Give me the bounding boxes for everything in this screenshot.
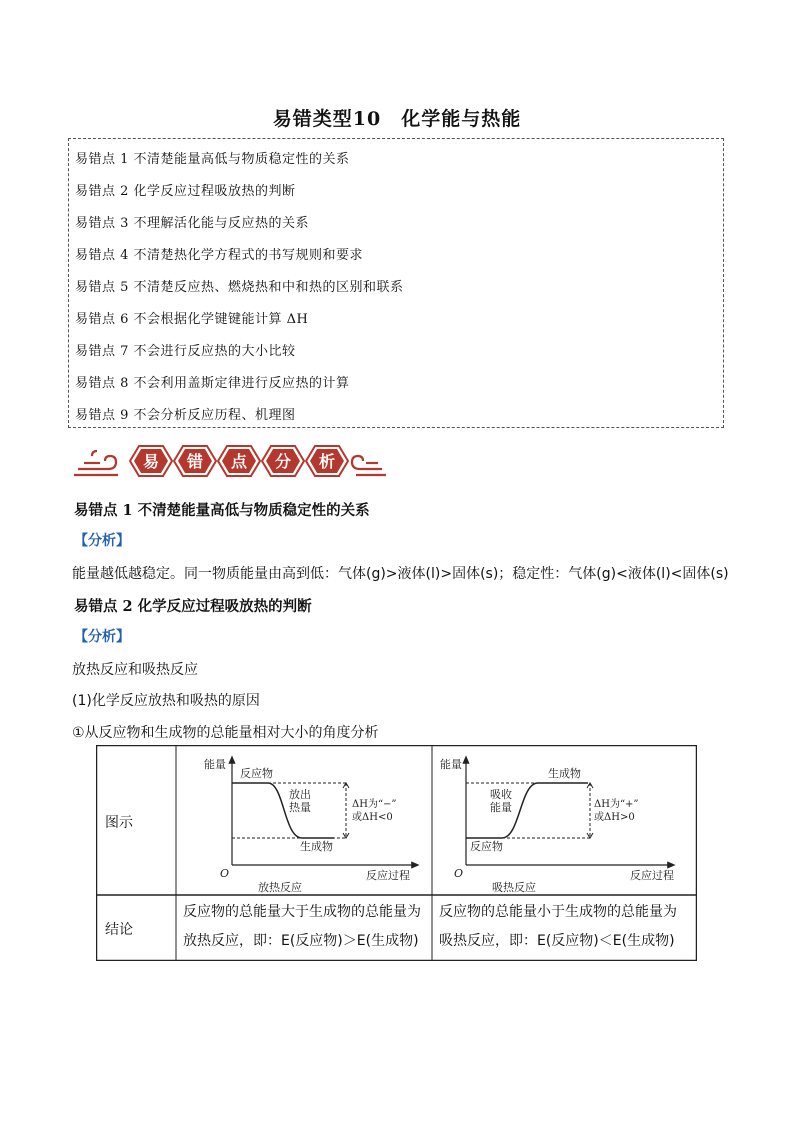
absorb-label-2: 能量 xyxy=(490,801,512,814)
section1-text: 能量越低越稳定。同一物质能量由高到低：气体(g)>液体(l)>固体(s)；稳定性：气体(g)<液体(l)<固体(s) xyxy=(72,566,729,582)
toc-item: 易错点 1 不清楚能量高低与物质稳定性的关系 xyxy=(75,152,350,167)
origin-label: O xyxy=(454,867,464,880)
section1-heading: 易错点 1 不清楚能量高低与物质稳定性的关系 xyxy=(74,502,370,519)
origin-label: O xyxy=(220,867,230,880)
toc-item: 易错点 8 不会利用盖斯定律进行反应热的计算 xyxy=(75,376,350,391)
dh-label-1: ΔH为“+” xyxy=(594,799,639,810)
error-points-list xyxy=(68,138,724,428)
absorb-label-1: 吸收 xyxy=(490,788,512,801)
exo-conclusion-line-2: 放热反应，即：E(反应物)＞E(生成物) xyxy=(183,933,419,949)
row-label-conclusion: 结论 xyxy=(105,922,133,938)
toc-item: 易错点 3 不理解活化能与反应热的关系 xyxy=(75,216,310,231)
banner-char: 易 xyxy=(142,452,160,471)
analysis-tag: 【分析】 xyxy=(74,533,130,549)
section2-heading: 易错点 2 化学反应过程吸放热的判断 xyxy=(74,598,312,615)
y-axis-label: 能量 xyxy=(204,758,226,771)
banner-char: 错 xyxy=(186,452,204,471)
product-label: 生成物 xyxy=(300,840,333,853)
toc-item: 易错点 5 不清楚反应热、燃烧热和中和热的区别和联系 xyxy=(75,280,404,295)
toc-item: 易错点 4 不清楚热化学方程式的书写规则和要求 xyxy=(75,248,364,263)
reactant-label: 反应物 xyxy=(470,840,503,853)
release-label-1: 放出 xyxy=(289,788,311,801)
dh-label-1: ΔH为“−” xyxy=(352,799,397,810)
banner-char: 分 xyxy=(274,452,292,471)
section2-para-1: 放热反应和吸热反应 xyxy=(72,662,198,678)
energy-comparison-table xyxy=(96,745,697,961)
energy-curve xyxy=(232,783,334,838)
y-axis-label: 能量 xyxy=(440,758,462,771)
exo-conclusion-line-1: 反应物的总能量大于生成物的总能量为 xyxy=(183,904,421,920)
toc-item: 易错点 2 化学反应过程吸放热的判断 xyxy=(75,184,296,199)
energy-curve xyxy=(466,783,588,838)
banner-char: 点 xyxy=(230,452,248,471)
toc-item: 易错点 6 不会根据化学键键能计算 ΔH xyxy=(75,312,309,327)
row-label-diagram: 图示 xyxy=(105,815,133,831)
dh-label-2: 或ΔH>0 xyxy=(594,812,635,823)
section2-para-3: ①从反应物和生成物的总能量相对大小的角度分析 xyxy=(72,725,379,741)
endothermic-diagram xyxy=(440,753,680,895)
endo-conclusion-line-2: 吸热反应，即：E(反应物)＜E(生成物) xyxy=(439,933,675,949)
diagram-caption: 放热反应 xyxy=(258,881,302,894)
banner-char: 析 xyxy=(318,452,336,471)
analysis-tag: 【分析】 xyxy=(74,629,130,645)
x-axis-label: 反应过程 xyxy=(366,869,410,882)
toc-item: 易错点 7 不会进行反应热的大小比较 xyxy=(75,344,296,359)
analysis-banner xyxy=(70,436,390,486)
exothermic-diagram xyxy=(196,753,428,895)
page-title: 易错类型10 化学能与热能 xyxy=(272,108,522,130)
reactant-label: 反应物 xyxy=(240,767,273,780)
toc-item: 易错点 9 不会分析反应历程、机理图 xyxy=(75,408,296,423)
dh-label-2: 或ΔH<0 xyxy=(352,812,393,823)
diagram-caption: 吸热反应 xyxy=(492,881,536,894)
section2-para-2: (1)化学反应放热和吸热的原因 xyxy=(72,693,260,709)
banner-right-ornament xyxy=(352,456,386,475)
x-axis-label: 反应过程 xyxy=(630,869,674,882)
release-label-2: 热量 xyxy=(289,801,311,814)
endothermic-conclusion xyxy=(439,898,677,956)
product-label: 生成物 xyxy=(548,767,581,780)
exothermic-conclusion xyxy=(183,898,421,956)
banner-left-ornament xyxy=(74,451,118,475)
endo-conclusion-line-1: 反应物的总能量小于生成物的总能量为 xyxy=(439,904,677,920)
